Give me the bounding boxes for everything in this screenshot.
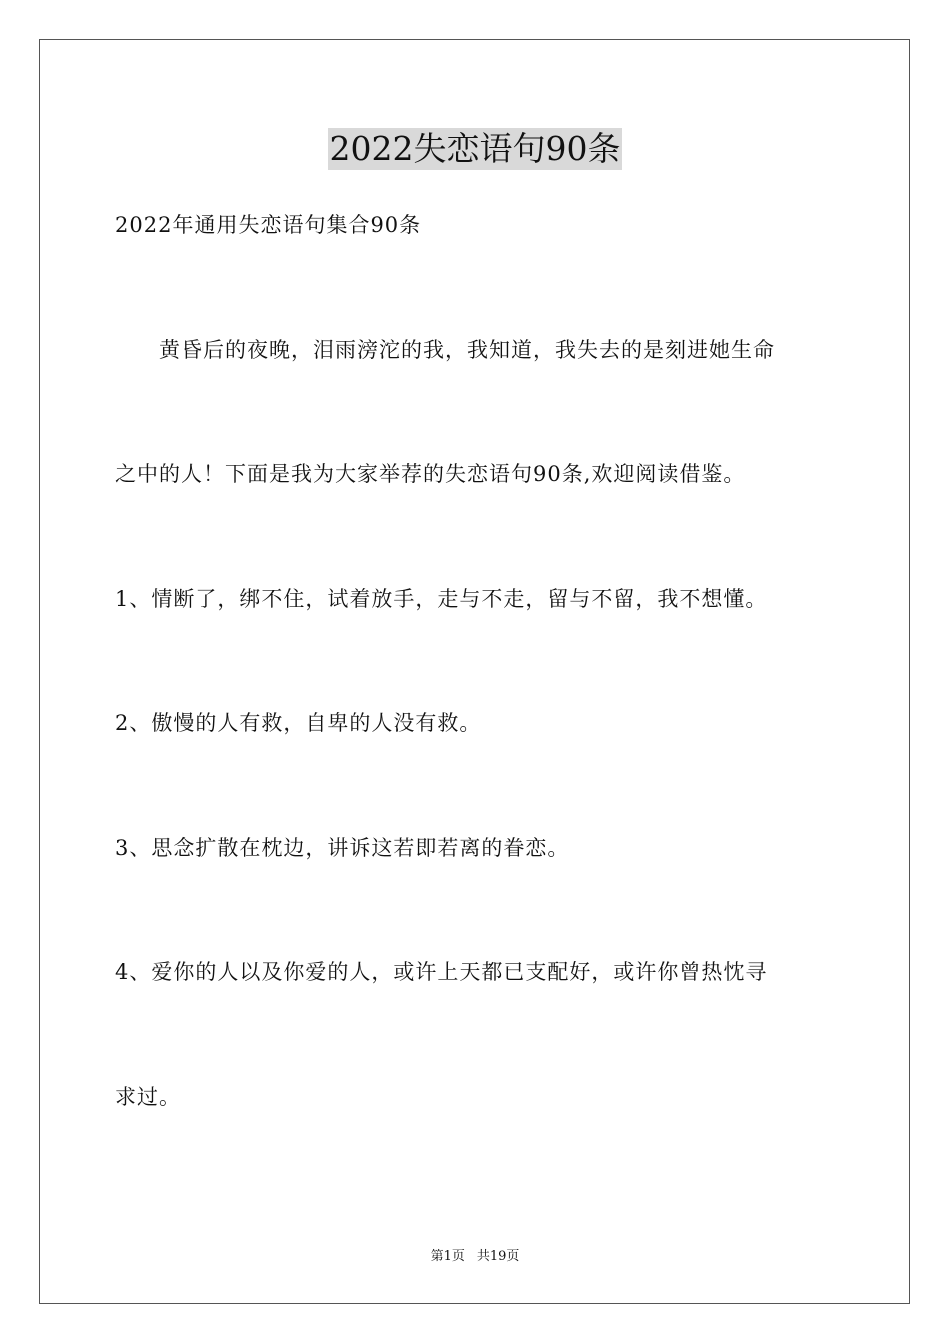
list-item-2: 2、傲慢的人有救，自卑的人没有救。: [115, 711, 482, 735]
list-item-3: 3、思念扩散在枕边，讲诉这若即若离的眷恋。: [115, 836, 570, 860]
list-item-1: 1、情断了，绑不住，试着放手，走与不走，留与不留，我不想懂。: [115, 587, 768, 611]
document-subtitle: 2022年通用失恋语句集合90条: [115, 213, 422, 237]
paragraph-line-2: 之中的人！下面是我为大家举荐的失恋语句90条,欢迎阅读借鉴。: [115, 462, 746, 486]
page-number-total: 共19页: [476, 1249, 520, 1264]
paragraph-line-1: 黄昏后的夜晚，泪雨滂沱的我，我知道，我失去的是刻进她生命: [115, 338, 775, 362]
list-item-4-line-2: 求过。: [115, 1085, 181, 1109]
page-footer: [0, 1248, 950, 1266]
page-number-current: 第1页: [430, 1249, 465, 1264]
list-item-4-line-1: 4、爱你的人以及你爱的人，或许上天都已支配好，或许你曾热忱寻: [115, 960, 768, 984]
title-container: [0, 128, 950, 170]
document-title: 2022失恋语句90条: [329, 129, 621, 168]
